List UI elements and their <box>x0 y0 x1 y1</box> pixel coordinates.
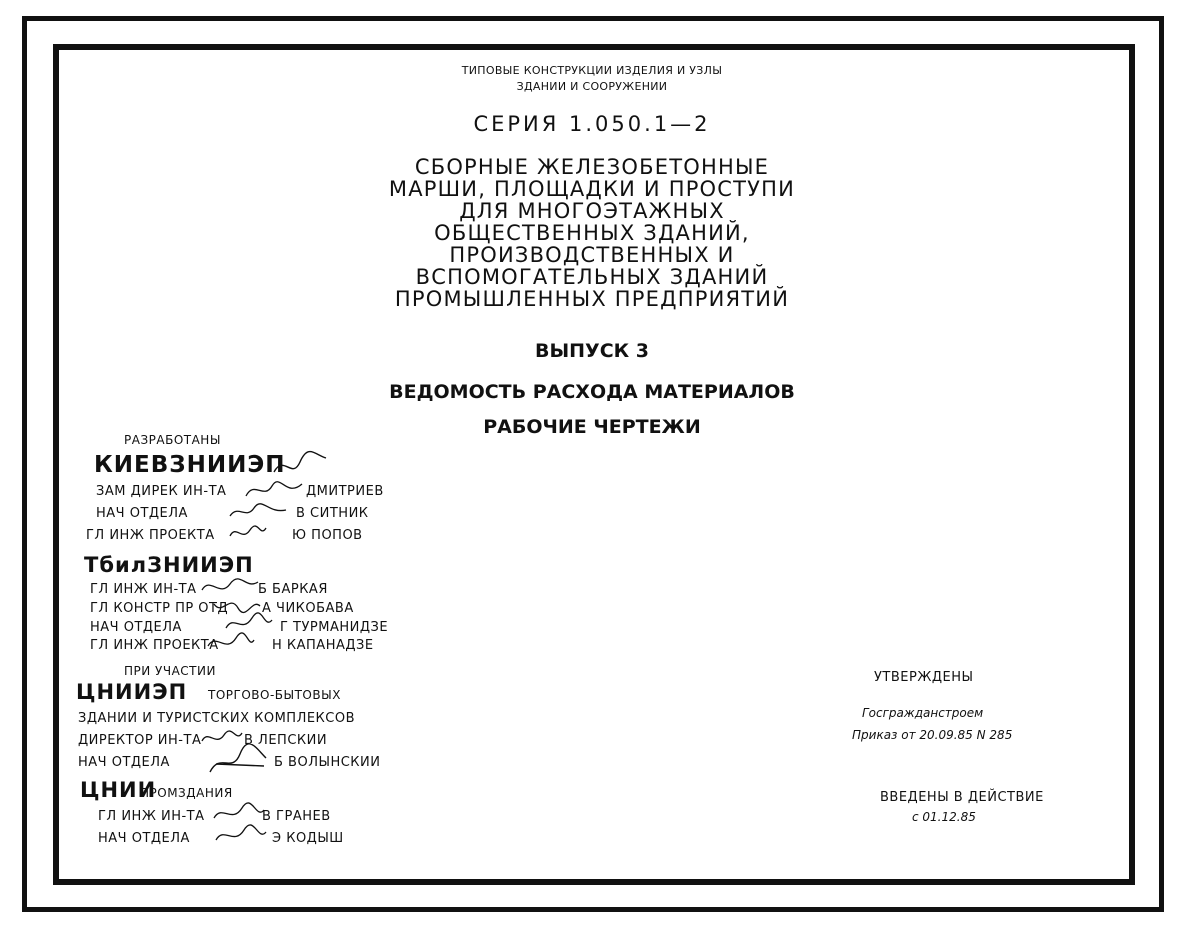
signer-name: В ЛЕПСКИИ <box>244 733 328 748</box>
title-line: МАРШИ, ПЛОЩАДКИ И ПРОСТУПИ <box>388 177 796 201</box>
signer-role: ДИРЕКТОР ИН-ТА <box>78 733 202 748</box>
document-title <box>0 156 1184 310</box>
signer-role: ЗАМ ДИРЕК ИН-ТА <box>96 484 227 499</box>
org-name-suffix: ТОРГОВО-БЫТОВЫХ <box>208 688 341 702</box>
org-name-line-2: ЗДАНИИ И ТУРИСТСКИХ КОМПЛЕКСОВ <box>78 711 356 726</box>
signature <box>214 822 268 848</box>
signer-name: Н КАПАНАДЗЕ <box>272 638 374 653</box>
title-line: ПРОМЫШЛЕННЫХ ПРЕДПРИЯТИЙ <box>394 287 790 311</box>
org-name-tsniiep: ЦНИИЭП <box>76 680 188 704</box>
approval-order: Приказ от 20.09.85 N 285 <box>852 728 1013 742</box>
signer-role: НАЧ ОТДЕЛА <box>90 620 182 635</box>
participation-label: ПРИ УЧАСТИИ <box>124 664 216 678</box>
signer-role: НАЧ ОТДЕЛА <box>96 506 188 521</box>
signature <box>228 522 268 544</box>
signer-name: Б ВОЛЫНСКИИ <box>274 755 381 770</box>
document-name: ВЕДОМОСТЬ РАСХОДА МАТЕРИАЛОВ <box>389 381 795 403</box>
issue-number: ВЫПУСК 3 <box>534 340 650 362</box>
title-line: ВСПОМОГАТЕЛЬНЫХ ЗДАНИЙ <box>415 265 769 289</box>
org-name-suffix: ПРОМЗДАНИЯ <box>140 786 233 800</box>
signature <box>224 612 274 634</box>
title-line: ДЛЯ МНОГОЭТАЖНЫХ <box>459 199 725 223</box>
signer-role: ГЛ ИНЖ ПРОЕКТА <box>90 638 219 653</box>
signer-name: А ЧИКОБАВА <box>262 601 354 616</box>
org-name-tbilzniiep: ТбилЗНИИЭП <box>84 553 254 577</box>
signer-name: Э КОДЫШ <box>272 831 344 846</box>
signer-name: ДМИТРИЕВ <box>306 484 384 499</box>
org-name-kievzniiep: КИЕВЗНИИЭП <box>94 452 286 478</box>
signer-role: ГЛ КОНСТР ПР ОТД <box>90 601 229 616</box>
signer-role: ГЛ ИНЖ ИН-ТА <box>90 582 197 597</box>
signature <box>244 478 304 502</box>
approving-authority: Госгражданстроем <box>862 706 984 720</box>
header-line-2: ЗДАНИИ И СООРУЖЕНИИ <box>516 80 668 93</box>
signer-row <box>96 484 226 499</box>
signer-name: Ю ПОПОВ <box>292 528 363 543</box>
signer-name: Г ТУРМАНИДЗЕ <box>280 620 389 635</box>
title-line: СБОРНЫЕ ЖЕЛЕЗОБЕТОННЫЕ <box>414 155 770 179</box>
effective-label: ВВЕДЕНЫ В ДЕЙСТВИЕ <box>880 790 1044 805</box>
effective-date: с 01.12.85 <box>912 810 976 824</box>
signer-role: НАЧ ОТДЕЛА <box>98 831 190 846</box>
developed-label: РАЗРАБОТАНЫ <box>124 433 221 447</box>
signer-role: ГЛ ИНЖ ПРОЕКТА <box>86 528 215 543</box>
org-name-tsnii: ЦНИИ <box>80 778 157 802</box>
document-type: РАБОЧИЕ ЧЕРТЕЖИ <box>483 416 701 438</box>
signature <box>206 744 270 778</box>
signature <box>206 632 256 654</box>
title-line: ОБЩЕСТВЕННЫХ ЗДАНИЙ, <box>434 221 750 245</box>
approved-label: УТВЕРЖДЕНЫ <box>874 670 974 685</box>
signature <box>270 450 330 480</box>
signer-name: Б БАРКАЯ <box>258 582 328 597</box>
signer-name: В СИТНИК <box>296 506 369 521</box>
signer-role: ГЛ ИНЖ ИН-ТА <box>98 809 205 824</box>
signature <box>228 500 288 522</box>
signer-role: НАЧ ОТДЕЛА <box>78 755 170 770</box>
signer-name: В ГРАНЕВ <box>262 809 331 824</box>
title-line: ПРОИЗВОДСТВЕННЫХ И <box>449 243 735 267</box>
header-line-1: ТИПОВЫЕ КОНСТРУКЦИИ ИЗДЕЛИЯ И УЗЛЫ <box>461 64 723 77</box>
series-title: СЕРИЯ 1.050.1—2 <box>473 112 711 136</box>
